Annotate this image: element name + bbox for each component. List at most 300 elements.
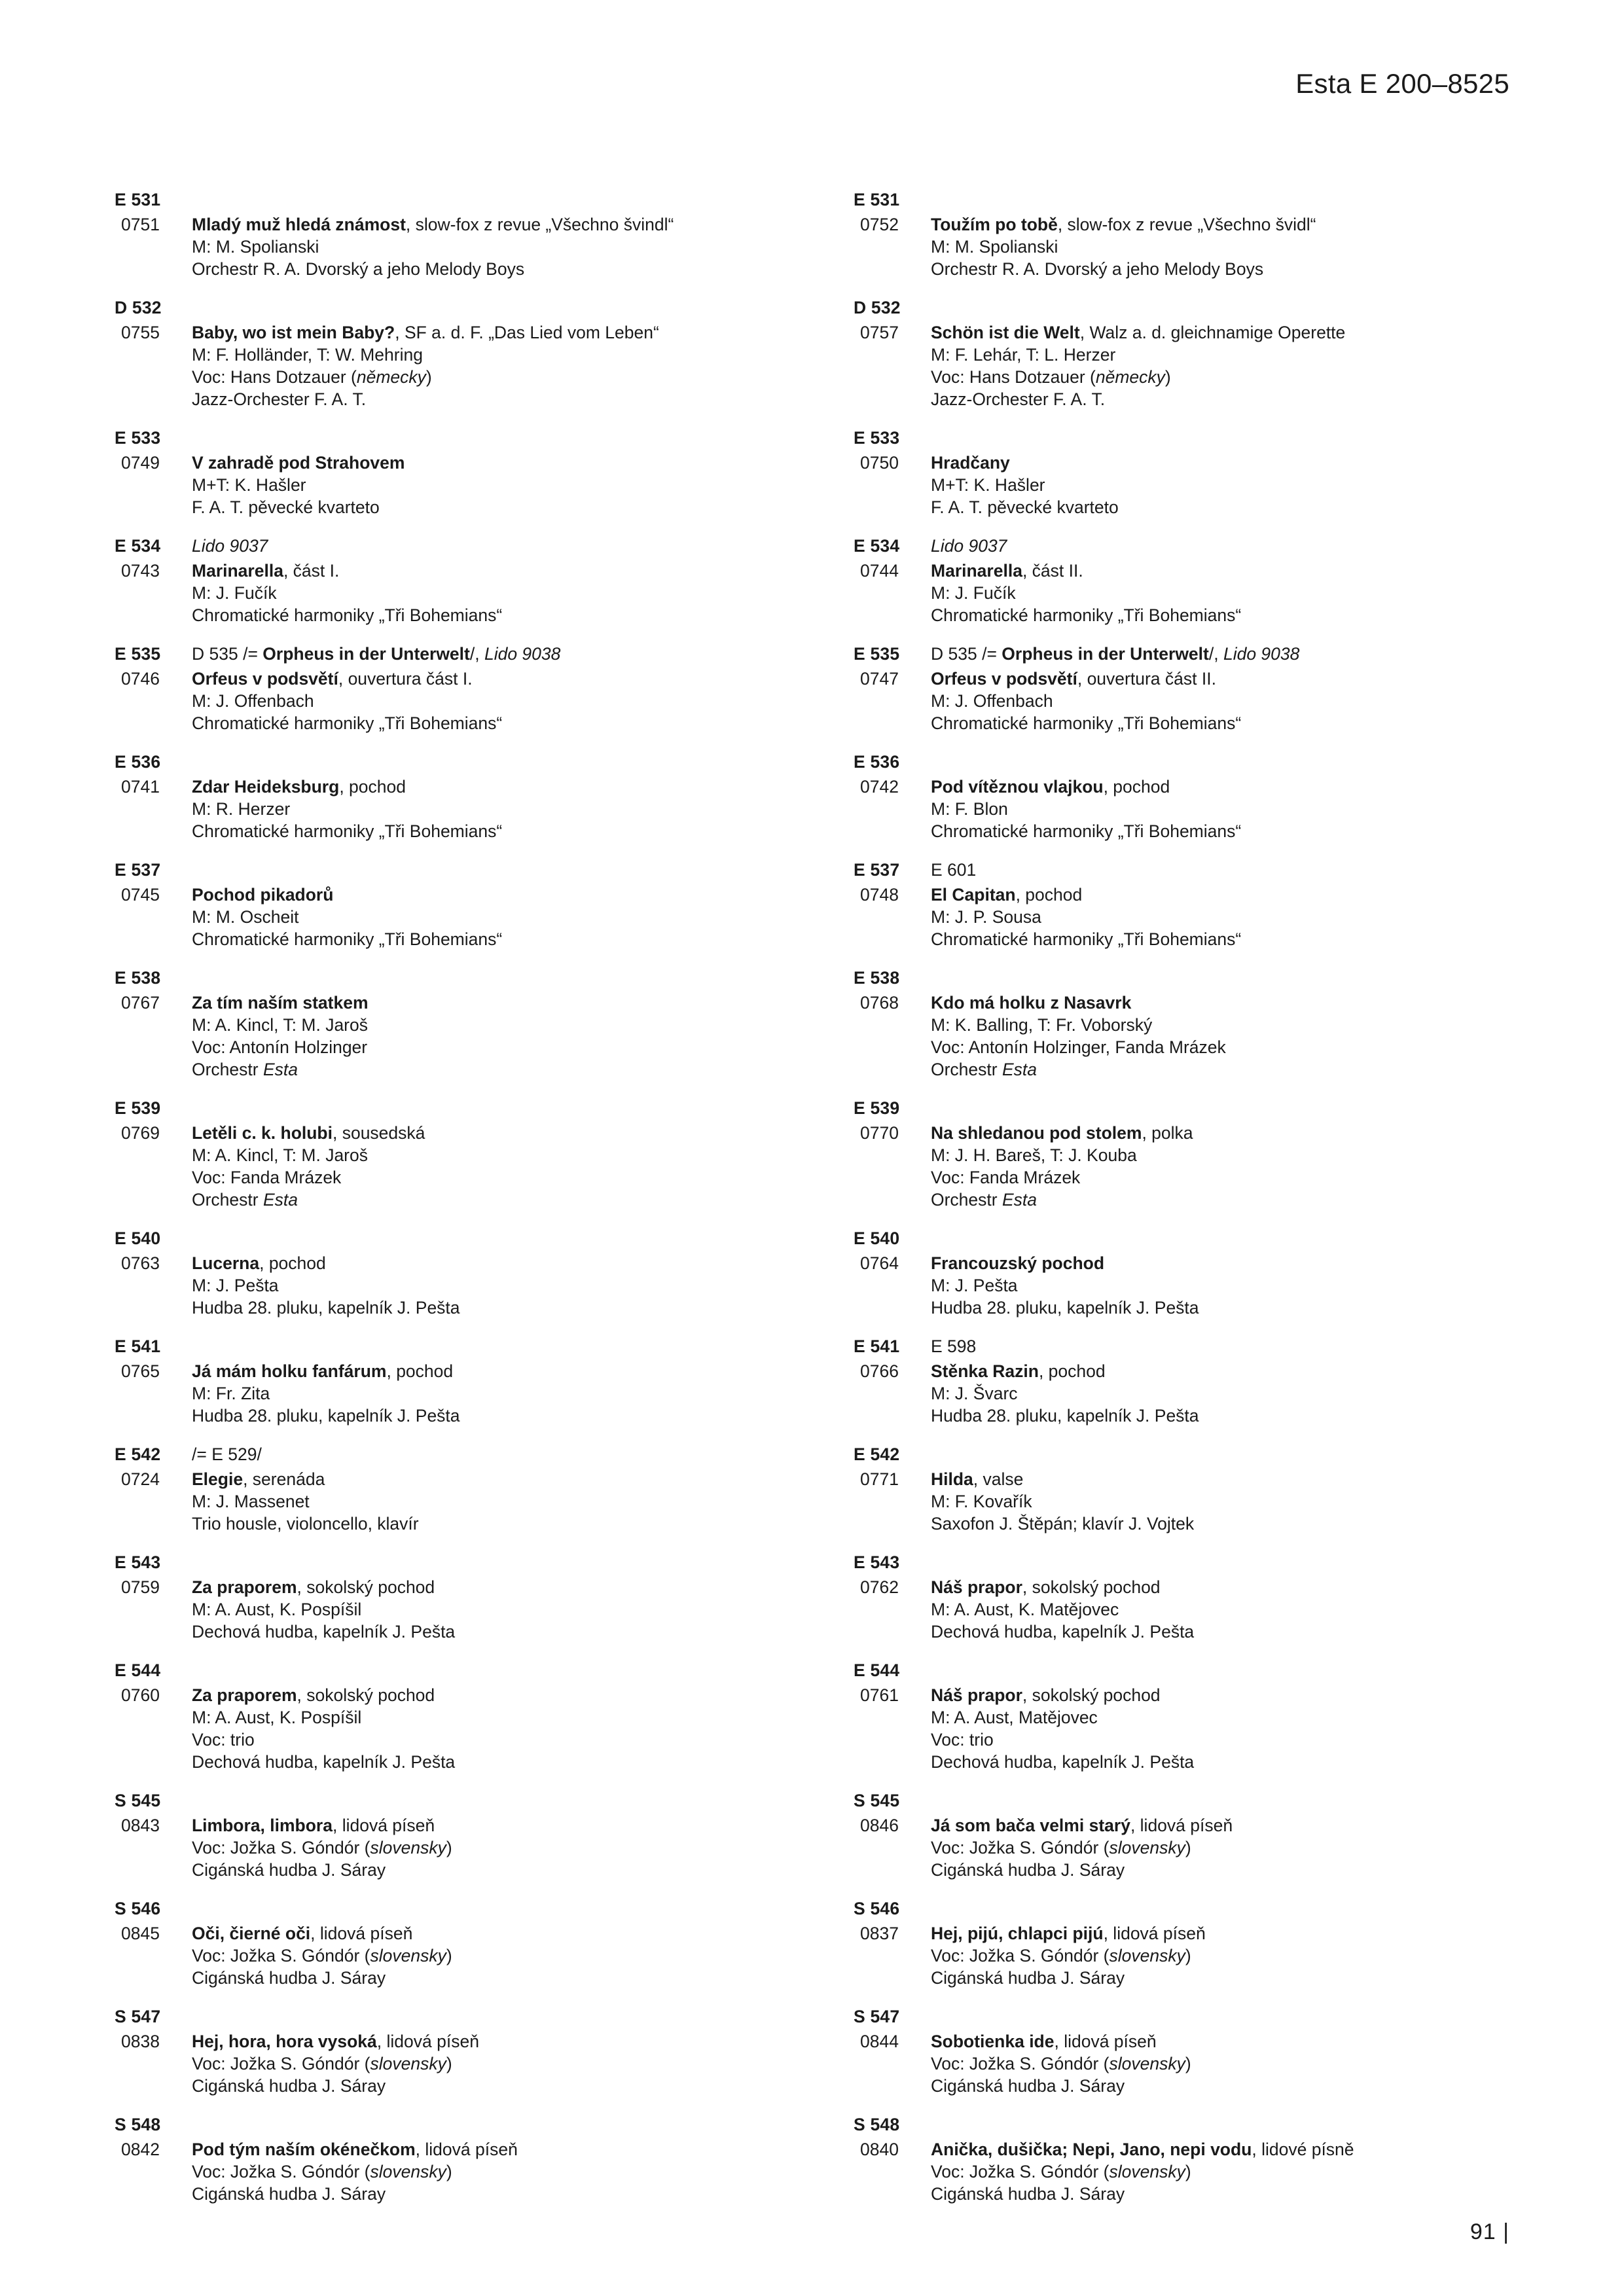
entry-credit-line: M: F. Lehár, T: L. Herzer (931, 345, 1116, 365)
entry-lines (931, 2030, 1515, 2097)
catalog-number: E 539 (854, 1098, 900, 1118)
entry-credit-line: Cigánská hudba J. Sáray (192, 2184, 386, 2204)
matrix-number: 0762 (860, 1577, 899, 1597)
entry-credit-line: M+T: K. Hašler (931, 475, 1045, 495)
entry-lines (931, 1360, 1515, 1427)
entry-credit-line: F. A. T. pěvecké kvarteto (931, 497, 1119, 517)
catalog-number: E 533 (854, 428, 900, 448)
matrix-number: 0750 (860, 453, 899, 473)
catalog-number: S 548 (115, 2115, 161, 2134)
entry-credit-line: Dechová hudba, kapelník J. Pešta (192, 1622, 456, 1641)
entry-body-row (115, 452, 776, 518)
entry-credit-line: Dechová hudba, kapelník J. Pešta (192, 1752, 456, 1772)
entry-label-row (854, 2007, 1515, 2027)
catalog-entry (115, 1899, 776, 1989)
catalog-number: E 542 (854, 1444, 900, 1464)
entry-title-line: Francouzský pochod (931, 1253, 1105, 1273)
entry-credit-line: Voc: Jožka S. Góndór (slovensky) (931, 2054, 1191, 2073)
entry-lines (192, 668, 776, 734)
entry-credit-line: Cigánská hudba J. Sáray (931, 2184, 1125, 2204)
entry-title-line: V zahradě pod Strahovem (192, 453, 405, 473)
entry-label-row (854, 1552, 1515, 1573)
catalog-number: S 545 (115, 1791, 161, 1810)
entry-lines (192, 884, 776, 950)
entry-lines (192, 1922, 776, 1989)
entry-crossreference: Lido 9037 (192, 536, 268, 556)
catalog-columns (115, 190, 1515, 2205)
entry-credit-line: M: F. Blon (931, 799, 1008, 819)
entry-credit-line: Hudba 28. pluku, kapelník J. Pešta (931, 1298, 1199, 1318)
entry-label-row (854, 1791, 1515, 1811)
entry-credit-line: Voc: Jožka S. Góndór (slovensky) (192, 2054, 452, 2073)
entry-credit-line: Cigánská hudba J. Sáray (931, 1968, 1125, 1988)
entry-crossreference: /= E 529/ (192, 1444, 262, 1464)
matrix-number: 0838 (121, 2032, 160, 2051)
entry-credit-line: M: F. Holländer, T: W. Mehring (192, 345, 423, 365)
matrix-number: 0755 (121, 323, 160, 342)
entry-label-row (115, 1229, 776, 1249)
entry-title-line: Orfeus v podsvětí, ouvertura část II. (931, 669, 1216, 689)
entry-label-row (854, 1229, 1515, 1249)
entry-title-line: Za praporem, sokolský pochod (192, 1577, 435, 1597)
entry-credit-line: M: R. Herzer (192, 799, 291, 819)
entry-body-row (854, 321, 1515, 410)
entry-title-line: Pod vítěznou vlajkou, pochod (931, 777, 1170, 797)
entry-credit-line: Jazz-Orchester F. A. T. (192, 389, 367, 409)
entry-credit-line: Voc: trio (192, 1730, 255, 1749)
entry-body-row (854, 2138, 1515, 2205)
entry-credit-line: Hudba 28. pluku, kapelník J. Pešta (192, 1298, 460, 1318)
catalog-number: E 533 (115, 428, 161, 448)
entry-title-line: Marinarella, část II. (931, 561, 1083, 581)
entry-title-line: El Capitan, pochod (931, 885, 1083, 905)
matrix-number: 0771 (860, 1469, 899, 1489)
entry-credit-line: M: J. H. Bareš, T: J. Kouba (931, 1145, 1137, 1165)
catalog-entry (854, 1791, 1515, 1881)
entry-credit-line: Voc: Jožka S. Góndór (slovensky) (931, 1946, 1191, 1965)
entry-title-line: Na shledanou pod stolem, polka (931, 1123, 1193, 1143)
page-folio: 91 | (1470, 2219, 1509, 2244)
matrix-number: 0745 (121, 885, 160, 905)
entry-credit-line: Chromatické harmoniky „Tři Bohemians“ (931, 713, 1242, 733)
catalog-number: E 537 (854, 860, 900, 880)
entry-credit-line: Voc: Antonín Holzinger, Fanda Mrázek (931, 1037, 1226, 1057)
matrix-number: 0746 (121, 669, 160, 689)
entry-lines (192, 321, 776, 410)
entry-label-row (854, 968, 1515, 988)
entry-lines (931, 1468, 1515, 1535)
entry-credit-line: M: J. Massenet (192, 1492, 310, 1511)
catalog-entry (115, 1552, 776, 1643)
entry-body-row (854, 1360, 1515, 1427)
entry-body-row (115, 321, 776, 410)
matrix-number: 0760 (121, 1685, 160, 1705)
matrix-number: 0764 (860, 1253, 899, 1273)
entry-lines (931, 668, 1515, 734)
entry-title-line: Elegie, serenáda (192, 1469, 325, 1489)
entry-credit-line: Jazz-Orchester F. A. T. (931, 389, 1106, 409)
entry-body-row (854, 1468, 1515, 1535)
entry-credit-line: Voc: Jožka S. Góndór (slovensky) (931, 2162, 1191, 2181)
entry-body-row (115, 2138, 776, 2205)
catalog-entry (854, 1899, 1515, 1989)
matrix-number: 0747 (860, 669, 899, 689)
catalog-number: E 531 (115, 190, 161, 209)
entry-credit-line: M: M. Oscheit (192, 907, 299, 927)
matrix-number: 0770 (860, 1123, 899, 1143)
entry-lines (931, 1922, 1515, 1989)
entry-label-row (854, 860, 1515, 880)
entry-credit-line: Saxofon J. Štěpán; klavír J. Vojtek (931, 1514, 1195, 1534)
entry-credit-line: Voc: Jožka S. Góndór (slovensky) (192, 2162, 452, 2181)
catalog-number: S 546 (115, 1899, 161, 1918)
entry-credit-line: Orchestr Esta (192, 1060, 298, 1079)
entry-label-row (115, 1336, 776, 1357)
entry-title-line: Hej, pijú, chlapci pijú, lidová píseň (931, 1924, 1206, 1943)
catalog-entry (854, 1552, 1515, 1643)
entry-label-row (115, 1899, 776, 1919)
entry-body-row (115, 1360, 776, 1427)
catalog-number: E 535 (854, 644, 900, 664)
entry-body-row (115, 1814, 776, 1881)
entry-lines (931, 213, 1515, 280)
entry-lines (192, 2030, 776, 2097)
entry-credit-line: Orchestr Esta (931, 1060, 1037, 1079)
entry-title-line: Pochod pikadorů (192, 885, 334, 905)
entry-credit-line: Dechová hudba, kapelník J. Pešta (931, 1752, 1195, 1772)
entry-title-line: Já som bača velmi starý, lidová píseň (931, 1816, 1233, 1835)
catalog-number: E 539 (115, 1098, 161, 1118)
entry-body-row (115, 1468, 776, 1535)
matrix-number: 0844 (860, 2032, 899, 2051)
entry-crossreference: D 535 /= Orpheus in der Unterwelt/, Lido 9038 (192, 644, 561, 664)
entry-lines (931, 1814, 1515, 1881)
entry-credit-line: M: K. Balling, T: Fr. Voborský (931, 1015, 1153, 1035)
matrix-number: 0846 (860, 1816, 899, 1835)
entry-label-row (854, 1660, 1515, 1681)
entry-title-line: Kdo má holku z Nasavrk (931, 993, 1132, 1013)
entry-label-row (854, 1444, 1515, 1465)
catalog-entry (854, 2115, 1515, 2205)
entry-label-row (854, 428, 1515, 448)
entry-credit-line: M: A. Aust, K. Pospíšil (192, 1708, 362, 1727)
entry-title-line: Za tím naším statkem (192, 993, 369, 1013)
entry-lines (931, 452, 1515, 518)
entry-credit-line: M: M. Spolianski (931, 237, 1058, 257)
catalog-entry (115, 298, 776, 410)
catalog-number: E 542 (115, 1444, 161, 1464)
catalog-number: S 548 (854, 2115, 900, 2134)
entry-body-row (854, 668, 1515, 734)
catalog-entry (115, 536, 776, 626)
catalog-entry (115, 2007, 776, 2097)
entry-body-row (115, 560, 776, 626)
matrix-number: 0741 (121, 777, 160, 797)
entry-credit-line: Voc: trio (931, 1730, 994, 1749)
catalog-entry (854, 860, 1515, 950)
catalog-number: E 543 (854, 1552, 900, 1572)
entry-credit-line: M: J. Pešta (931, 1276, 1018, 1295)
matrix-number: 0748 (860, 885, 899, 905)
catalog-number: E 541 (115, 1336, 161, 1356)
matrix-number: 0768 (860, 993, 899, 1013)
entry-credit-line: M: A. Aust, K. Pospíšil (192, 1600, 362, 1619)
entry-lines (192, 560, 776, 626)
entry-lines (931, 1684, 1515, 1773)
entry-credit-line: Chromatické harmoniky „Tři Bohemians“ (192, 929, 503, 949)
entry-credit-line: Trio housle, violoncello, klavír (192, 1514, 419, 1534)
entry-body-row (854, 884, 1515, 950)
catalog-entry (115, 2115, 776, 2205)
entry-credit-line: Orchestr R. A. Dvorský a jeho Melody Boys (931, 259, 1264, 279)
catalog-number: S 546 (854, 1899, 900, 1918)
entry-title-line: Náš prapor, sokolský pochod (931, 1685, 1161, 1705)
entry-body-row (115, 668, 776, 734)
entry-lines (192, 1468, 776, 1535)
entry-lines (192, 992, 776, 1081)
entry-label-row (115, 298, 776, 318)
entry-lines (192, 1814, 776, 1881)
catalog-entry (854, 1229, 1515, 1319)
entry-body-row (115, 213, 776, 280)
matrix-number: 0742 (860, 777, 899, 797)
entry-body-row (854, 213, 1515, 280)
entry-label-row (854, 1336, 1515, 1357)
matrix-number: 0840 (860, 2140, 899, 2159)
catalog-entry (854, 644, 1515, 734)
catalog-number: E 540 (115, 1229, 161, 1248)
entry-credit-line: Hudba 28. pluku, kapelník J. Pešta (192, 1406, 460, 1426)
matrix-number: 0845 (121, 1924, 160, 1943)
entry-credit-line: Orchestr Esta (931, 1190, 1037, 1210)
entry-credit-line: Chromatické harmoniky „Tři Bohemians“ (931, 605, 1242, 625)
entry-credit-line: M: M. Spolianski (192, 237, 319, 257)
catalog-entry (854, 752, 1515, 842)
entry-lines (192, 1122, 776, 1211)
catalog-number: S 545 (854, 1791, 900, 1810)
running-head: Esta E 200–8525 (1295, 68, 1509, 99)
entry-label-row (115, 1552, 776, 1573)
entry-credit-line: Cigánská hudba J. Sáray (192, 1968, 386, 1988)
entry-body-row (854, 560, 1515, 626)
entry-title-line: Baby, wo ist mein Baby?, SF a. d. F. „Das Lied vom Leben“ (192, 323, 659, 342)
entry-title-line: Marinarella, část I. (192, 561, 340, 581)
entry-body-row (115, 776, 776, 842)
matrix-number: 0743 (121, 561, 160, 581)
entry-label-row (115, 190, 776, 210)
entry-label-row (854, 644, 1515, 664)
entry-body-row (115, 1122, 776, 1211)
catalog-number: E 531 (854, 190, 900, 209)
entry-title-line: Hej, hora, hora vysoká, lidová píseň (192, 2032, 479, 2051)
entry-title-line: Oči, čierné oči, lidová píseň (192, 1924, 413, 1943)
catalog-entry (854, 1336, 1515, 1427)
entry-lines (931, 1122, 1515, 1211)
catalog-entry (854, 2007, 1515, 2097)
catalog-column-right (854, 190, 1515, 2205)
catalog-number: S 547 (854, 2007, 900, 2026)
entry-body-row (854, 2030, 1515, 2097)
entry-crossreference: D 535 /= Orpheus in der Unterwelt/, Lido 9038 (931, 644, 1300, 664)
entry-title-line: Orfeus v podsvětí, ouvertura část I. (192, 669, 473, 689)
matrix-number: 0752 (860, 215, 899, 234)
matrix-number: 0744 (860, 561, 899, 581)
catalog-number: E 544 (854, 1660, 900, 1680)
entry-title-line: Limbora, limbora, lidová píseň (192, 1816, 435, 1835)
catalog-entry (115, 644, 776, 734)
entry-credit-line: M: A. Aust, K. Matějovec (931, 1600, 1119, 1619)
matrix-number: 0751 (121, 215, 160, 234)
entry-label-row (854, 190, 1515, 210)
matrix-number: 0749 (121, 453, 160, 473)
matrix-number: 0763 (121, 1253, 160, 1273)
entry-credit-line: M: J. Fučík (192, 583, 277, 603)
entry-title-line: Hradčany (931, 453, 1010, 473)
entry-credit-line: Chromatické harmoniky „Tři Bohemians“ (931, 821, 1242, 841)
entry-credit-line: M: A. Kincl, T: M. Jaroš (192, 1015, 368, 1035)
catalog-entry (115, 752, 776, 842)
entry-lines (931, 1252, 1515, 1319)
entry-credit-line: M: J. Fučík (931, 583, 1016, 603)
matrix-number: 0757 (860, 323, 899, 342)
catalog-entry (854, 536, 1515, 626)
entry-credit-line: Voc: Jožka S. Góndór (slovensky) (192, 1838, 452, 1857)
entry-credit-line: Hudba 28. pluku, kapelník J. Pešta (931, 1406, 1199, 1426)
entry-body-row (115, 1576, 776, 1643)
entry-label-row (115, 1098, 776, 1119)
entry-lines (192, 452, 776, 518)
entry-credit-line: Voc: Fanda Mrázek (192, 1168, 342, 1187)
entry-credit-line: Chromatické harmoniky „Tři Bohemians“ (192, 821, 503, 841)
entry-lines (192, 776, 776, 842)
matrix-number: 0765 (121, 1361, 160, 1381)
entry-lines (931, 560, 1515, 626)
entry-body-row (854, 1814, 1515, 1881)
entry-title-line: Toužím po tobě, slow-fox z revue „Všechno švidl“ (931, 215, 1316, 234)
catalog-number: D 532 (854, 298, 901, 317)
entry-title-line: Já mám holku fanfárum, pochod (192, 1361, 454, 1381)
entry-credit-line: Orchestr R. A. Dvorský a jeho Melody Boys (192, 259, 525, 279)
entry-body-row (854, 776, 1515, 842)
entry-credit-line: Orchestr Esta (192, 1190, 298, 1210)
catalog-entry (854, 190, 1515, 280)
entry-lines (192, 2138, 776, 2205)
catalog-number: E 536 (854, 752, 900, 772)
catalog-number: S 547 (115, 2007, 161, 2026)
entry-lines (931, 1576, 1515, 1643)
entry-lines (192, 1252, 776, 1319)
entry-body-row (854, 1252, 1515, 1319)
entry-credit-line: Voc: Fanda Mrázek (931, 1168, 1081, 1187)
catalog-entry (854, 428, 1515, 518)
entry-credit-line: Cigánská hudba J. Sáray (931, 1860, 1125, 1880)
entry-label-row (854, 2115, 1515, 2135)
entry-label-row (115, 860, 776, 880)
catalog-entry (115, 1660, 776, 1773)
catalog-number: E 544 (115, 1660, 161, 1680)
catalog-column-left (115, 190, 776, 2205)
entry-lines (192, 1684, 776, 1773)
catalog-entry (115, 1229, 776, 1319)
entry-label-row (854, 752, 1515, 772)
catalog-entry (854, 1660, 1515, 1773)
entry-label-row (115, 2115, 776, 2135)
entry-body-row (115, 1922, 776, 1989)
entry-title-line: Letěli c. k. holubi, sousedská (192, 1123, 425, 1143)
entry-body-row (854, 1576, 1515, 1643)
entry-lines (931, 776, 1515, 842)
entry-credit-line: Chromatické harmoniky „Tři Bohemians“ (931, 929, 1242, 949)
entry-label-row (115, 968, 776, 988)
matrix-number: 0724 (121, 1469, 160, 1489)
catalog-entry (854, 298, 1515, 410)
entry-credit-line: Voc: Hans Dotzauer (německy) (931, 367, 1171, 387)
entry-label-row (115, 2007, 776, 2027)
entry-credit-line: M: J. Offenbach (931, 691, 1053, 711)
entry-credit-line: M: A. Kincl, T: M. Jaroš (192, 1145, 368, 1165)
entry-credit-line: Cigánská hudba J. Sáray (192, 1860, 386, 1880)
catalog-number: E 534 (115, 536, 161, 556)
matrix-number: 0843 (121, 1816, 160, 1835)
entry-label-row (854, 1899, 1515, 1919)
entry-title-line: Stěnka Razin, pochod (931, 1361, 1106, 1381)
entry-title-line: Pod tým naším okénečkom, lidová píseň (192, 2140, 518, 2159)
entry-lines (931, 2138, 1515, 2205)
entry-label-row (854, 298, 1515, 318)
entry-title-line: Lucerna, pochod (192, 1253, 326, 1273)
entry-lines (192, 1360, 776, 1427)
entry-label-row (854, 1098, 1515, 1119)
entry-title-line: Náš prapor, sokolský pochod (931, 1577, 1161, 1597)
entry-body-row (115, 2030, 776, 2097)
catalog-number: E 538 (115, 968, 161, 988)
matrix-number: 0766 (860, 1361, 899, 1381)
catalog-entry (854, 1098, 1515, 1211)
catalog-number: E 540 (854, 1229, 900, 1248)
matrix-number: 0761 (860, 1685, 899, 1705)
catalog-number: D 532 (115, 298, 162, 317)
matrix-number: 0842 (121, 2140, 160, 2159)
entry-credit-line: M: J. P. Sousa (931, 907, 1041, 927)
matrix-number: 0769 (121, 1123, 160, 1143)
entry-crossreference: E 598 (931, 1336, 977, 1356)
entry-title-line: Mladý muž hledá známost, slow-fox z revue „Všechno švindl“ (192, 215, 674, 234)
entry-body-row (854, 992, 1515, 1081)
entry-credit-line: Cigánská hudba J. Sáray (931, 2076, 1125, 2096)
entry-label-row (115, 1791, 776, 1811)
catalog-number: E 535 (115, 644, 161, 664)
entry-credit-line: Chromatické harmoniky „Tři Bohemians“ (192, 605, 503, 625)
catalog-entry (115, 1336, 776, 1427)
entry-credit-line: M: J. Švarc (931, 1384, 1018, 1403)
catalog-entry (115, 428, 776, 518)
entry-title-line: Zdar Heideksburg, pochod (192, 777, 406, 797)
catalog-entry (115, 1444, 776, 1535)
entry-credit-line: Cigánská hudba J. Sáray (192, 2076, 386, 2096)
entry-lines (192, 213, 776, 280)
entry-lines (192, 1576, 776, 1643)
catalog-number: E 538 (854, 968, 900, 988)
entry-title-line: Schön ist die Welt, Walz a. d. gleichnamige Operette (931, 323, 1346, 342)
catalog-entry (115, 1791, 776, 1881)
entry-credit-line: F. A. T. pěvecké kvarteto (192, 497, 380, 517)
catalog-number: E 541 (854, 1336, 900, 1356)
entry-credit-line: Chromatické harmoniky „Tři Bohemians“ (192, 713, 503, 733)
entry-title-line: Sobotienka ide, lidová píseň (931, 2032, 1157, 2051)
entry-credit-line: M+T: K. Hašler (192, 475, 306, 495)
entry-label-row (115, 1660, 776, 1681)
entry-label-row (115, 428, 776, 448)
